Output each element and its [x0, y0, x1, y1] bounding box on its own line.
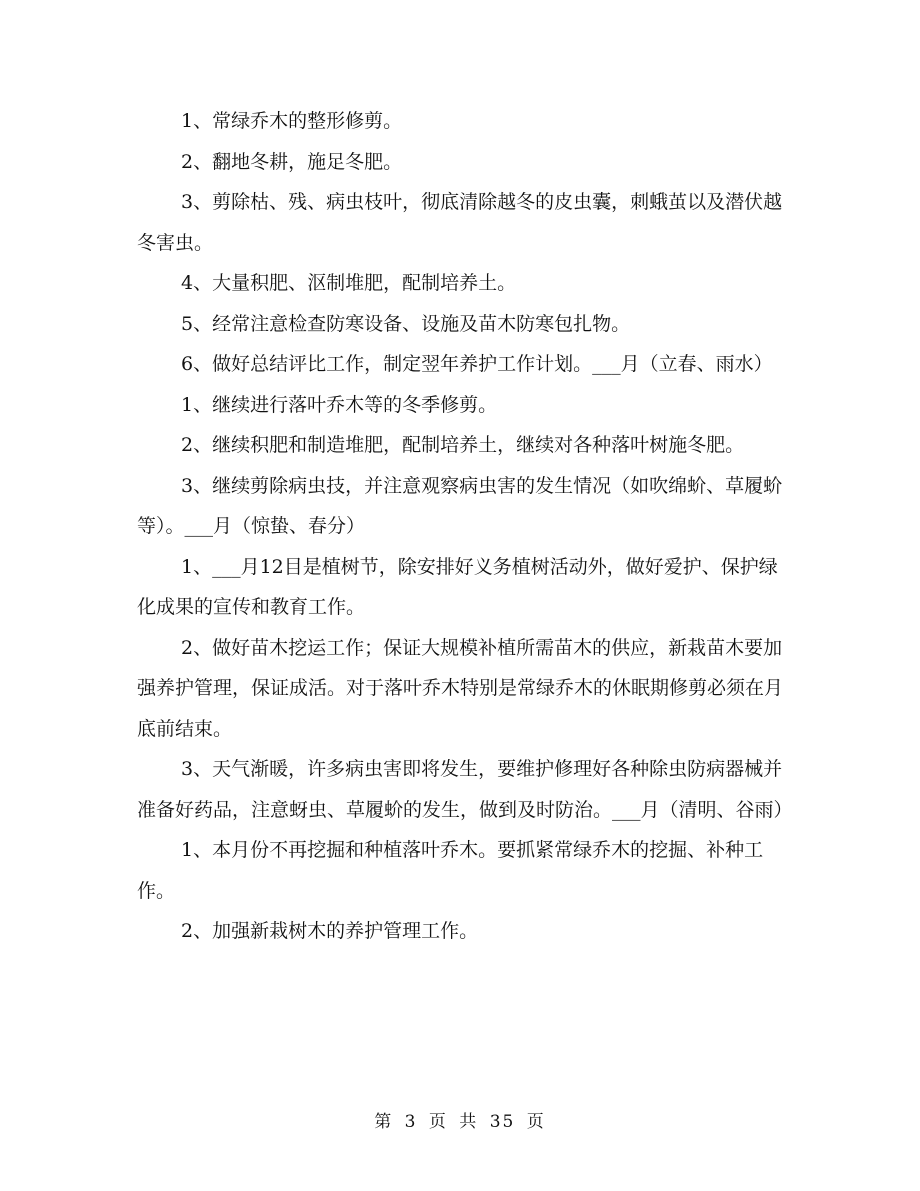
paragraph: 1、本月份不再挖掘和种植落叶乔木。要抓紧常绿乔木的挖掘、补种工作。	[137, 839, 764, 902]
paragraph: 5、经常注意检查防寒设备、设施及苗木防寒包扎物。	[181, 312, 631, 335]
footer-label-page: 第	[374, 1112, 394, 1132]
paragraph: 2、做好苗木挖运工作；保证大规模补植所需苗木的供应，新栽苗木要加强养护管理，保证成活。对于落叶乔木特别是常绿乔木的休眠期修剪必须在月底前结束。	[137, 636, 784, 740]
document-body	[137, 101, 793, 952]
paragraph: 2、继续积肥和制造堆肥，配制培养土，继续对各种落叶树施冬肥。	[181, 434, 745, 456]
footer-label-unit: 页	[428, 1112, 448, 1132]
paragraph: 2、翻地冬耕，施足冬肥。	[181, 150, 403, 173]
paragraph: 1、继续进行落叶乔木等的冬季修剪。	[181, 393, 498, 416]
footer-total-pages: 35	[489, 1112, 516, 1132]
footer-page-number: 3	[404, 1112, 418, 1132]
footer-label-unit-2: 页	[526, 1112, 546, 1132]
paragraph: 3、继续剪除病虫技，并注意观察病虫害的发生情况（如吹绵蚧、草履蚧等）。___月（惊蛰、春分）	[137, 474, 783, 537]
paragraph: 3、天气渐暖，许多病虫害即将发生，要维护修理好各种除虫防病器械并准备好药品，注意蚜虫、草履蚧的发生，做到及时防治。___月（清明、谷雨）	[137, 758, 793, 821]
paragraph: 6、做好总结评比工作，制定翌年养护工作计划。___月（立春、雨水）	[181, 353, 773, 375]
paragraph: 3、剪除枯、残、病虫枝叶，彻底清除越冬的皮虫囊，刺蛾茧以及潜伏越冬害虫。	[137, 191, 783, 254]
paragraph: 1、常绿乔木的整形修剪。	[181, 110, 403, 132]
paragraph: 2、加强新栽树木的养护管理工作。	[181, 920, 479, 942]
page-footer	[0, 1110, 920, 1134]
footer-label-total: 共	[459, 1112, 479, 1132]
paragraph: 1、___月12目是植树节，除安排好义务植树活动外，做好爱护、保护绿化成果的宣传和教育工作。	[137, 555, 778, 618]
paragraph: 4、大量积肥、沤制堆肥，配制培养土。	[181, 272, 517, 294]
